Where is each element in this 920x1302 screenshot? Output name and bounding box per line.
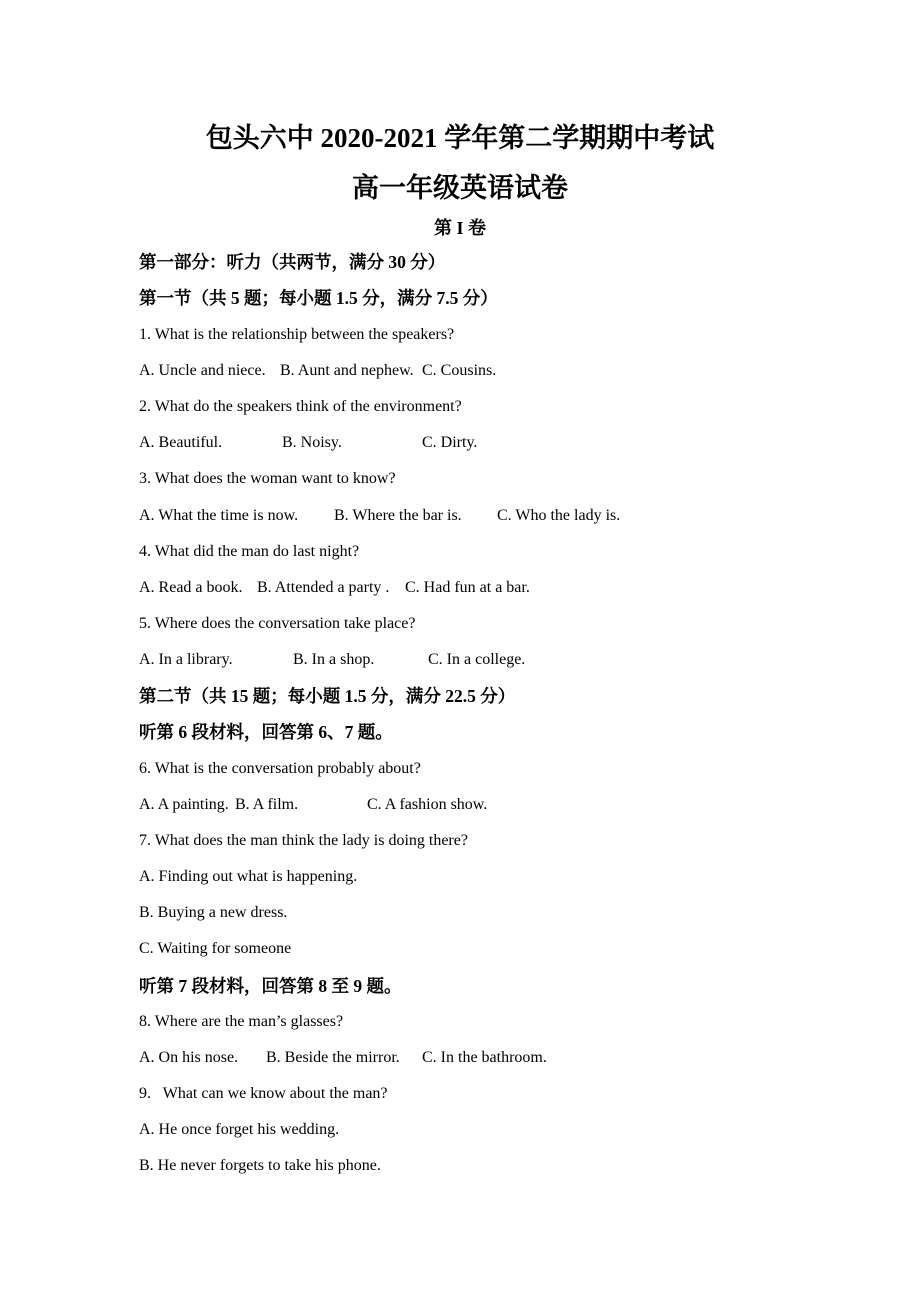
question-2: 2. What do the speakers think of the environment? xyxy=(139,398,462,415)
option-b: B. Attended a party . xyxy=(257,579,390,596)
question-9-option-b: B. He never forgets to take his phone. xyxy=(139,1157,381,1174)
option-a: A. Beautiful. xyxy=(139,434,223,451)
section1-heading: 第一节（共 5 题；每小题 1.5 分，满分 7.5 分） xyxy=(139,288,498,308)
question-8-options xyxy=(139,1048,547,1068)
option-c: C. A fashion show. xyxy=(367,796,488,813)
option-a: A. Uncle and niece. xyxy=(139,362,266,379)
question-1-options xyxy=(139,361,496,381)
question-7-option-a: A. Finding out what is happening. xyxy=(139,868,358,885)
option-a: A. In a library. xyxy=(139,651,233,668)
question-6-options xyxy=(139,795,487,815)
question-6: 6. What is the conversation probably about? xyxy=(139,760,421,777)
exam-title: 包头六中 2020-2021 学年第二学期期中考试 xyxy=(205,123,715,153)
option-b: B. Beside the mirror. xyxy=(266,1049,400,1066)
option-c: C. Had fun at a bar. xyxy=(405,579,530,596)
question-1: 1. What is the relationship between the speakers? xyxy=(139,326,455,343)
option-c: C. In a college. xyxy=(428,651,526,668)
option-c: C. In the bathroom. xyxy=(422,1049,547,1066)
question-8: 8. Where are the man’s glasses? xyxy=(139,1013,344,1030)
option-c: C. Who the lady is. xyxy=(497,507,621,524)
option-a: A. A painting. xyxy=(139,796,229,813)
option-a: A. What the time is now. xyxy=(139,507,299,524)
question-7-option-c: C. Waiting for someone xyxy=(139,940,292,957)
question-4-options xyxy=(139,578,530,598)
option-b: B. Noisy. xyxy=(282,434,342,451)
option-b: B. Where the bar is. xyxy=(334,507,462,524)
option-a: A. On his nose. xyxy=(139,1049,239,1066)
passage-6-heading: 听第 6 段材料，回答第 6、7 题。 xyxy=(139,722,393,742)
question-9: 9. What can we know about the man? xyxy=(139,1085,388,1102)
option-a: A. Read a book. xyxy=(139,579,243,596)
question-9-option-a: A. He once forget his wedding. xyxy=(139,1121,340,1138)
option-b: B. A film. xyxy=(235,796,299,813)
question-5-options xyxy=(139,650,525,670)
question-3: 3. What does the woman want to know? xyxy=(139,470,396,487)
question-3-options xyxy=(139,506,620,526)
question-7-option-b: B. Buying a new dress. xyxy=(139,904,288,921)
question-2-options xyxy=(139,433,477,453)
option-b: B. Aunt and nephew. xyxy=(280,362,414,379)
section2-heading: 第二节（共 15 题；每小题 1.5 分，满分 22.5 分） xyxy=(139,686,516,706)
passage-7-heading: 听第 7 段材料，回答第 8 至 9 题。 xyxy=(139,976,402,996)
part1-heading: 第一部分：听力（共两节，满分 30 分） xyxy=(139,252,446,272)
question-7: 7. What does the man think the lady is doing there? xyxy=(139,832,468,849)
option-b: B. In a shop. xyxy=(293,651,375,668)
question-4: 4. What did the man do last night? xyxy=(139,543,360,560)
option-c: C. Cousins. xyxy=(422,362,497,379)
question-5: 5. Where does the conversation take place? xyxy=(139,615,416,632)
option-c: C. Dirty. xyxy=(422,434,478,451)
exam-subtitle: 高一年级英语试卷 xyxy=(352,173,568,203)
volume-label: 第 I 卷 xyxy=(433,218,486,238)
